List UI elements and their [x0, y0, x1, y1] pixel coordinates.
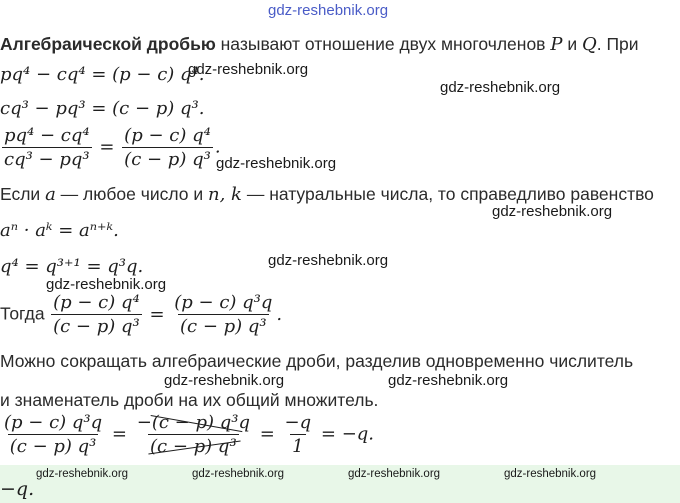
definition-line: [0, 34, 639, 55]
watermark-footer: gdz-reshebnik.org: [504, 468, 597, 480]
watermark: gdz-reshebnik.org: [268, 252, 389, 269]
q-rule: q⁴ = q³⁺¹ = q³q.: [0, 256, 144, 277]
result: = −q.: [320, 423, 375, 445]
condition-post: — натуральные числа, то справедливо равенство: [241, 184, 654, 204]
numerator: (p − c) q³q: [174, 292, 273, 313]
numerator: (p − c) q³q: [4, 412, 103, 433]
numerator: (p − c) q⁴: [124, 125, 211, 146]
fraction: [122, 125, 213, 170]
denominator: cq³ − pq³: [4, 149, 90, 170]
denominator: (c − p) q³: [180, 316, 267, 337]
answer: −q.: [0, 478, 35, 500]
fraction: [2, 125, 92, 170]
denominator: [148, 434, 239, 457]
equals-sign: =: [99, 136, 115, 158]
fraction-equation-1: [0, 125, 221, 170]
equals-sign: =: [111, 423, 127, 445]
numerator: (p − c) q⁴: [53, 292, 140, 313]
var-q: Q: [581, 34, 597, 55]
power-rule: aⁿ · aᵏ = aⁿ⁺ᵏ.: [0, 220, 119, 241]
equals-sign: =: [149, 303, 165, 325]
numerator: −(c − p) q³q: [136, 412, 250, 433]
denominator: (c − p) q³: [124, 149, 211, 170]
denominator: (c − p) q³: [9, 436, 97, 457]
fraction: [172, 292, 274, 337]
equation-2: cq³ − pq³ = (c − p) q³.: [0, 98, 205, 119]
watermark: gdz-reshebnik.org: [492, 203, 613, 220]
final-equation: [0, 412, 374, 457]
numerator: −q: [284, 412, 312, 433]
watermark: gdz-reshebnik.org: [188, 61, 309, 78]
period: .: [214, 136, 221, 158]
var-a: a: [45, 184, 56, 205]
watermark-footer: gdz-reshebnik.org: [36, 468, 129, 480]
condition-pre: Если: [0, 184, 46, 204]
watermark: gdz-reshebnik.org: [164, 372, 285, 389]
equation-1: pq⁴ − cq⁴ = (p − c) q⁴.: [0, 64, 205, 85]
cancelled-factor: (c − p) q³: [150, 436, 237, 457]
watermark: gdz-reshebnik.org: [388, 372, 509, 389]
cancelled-factor: (c − p) q³: [151, 412, 239, 433]
condition-line: [0, 184, 654, 205]
reduce-text-line-1: Можно сокращать алгебраические дроби, разделив одновременно числитель: [0, 351, 634, 371]
fraction: [283, 412, 314, 457]
equals-sign: =: [259, 423, 275, 445]
watermark: gdz-reshebnik.org: [440, 79, 561, 96]
numerator: pq⁴ − cq⁴: [4, 125, 90, 146]
then-word: Тогда: [0, 303, 45, 324]
definition-end: . При: [596, 34, 639, 54]
condition-mid: — любое число и: [55, 184, 209, 204]
fraction: [2, 412, 104, 457]
then-equation: [0, 292, 282, 337]
fraction: [51, 292, 142, 337]
watermark-footer: gdz-reshebnik.org: [192, 468, 285, 480]
var-p: P: [550, 34, 563, 55]
definition-text: называют отношение двух многочленов: [215, 34, 551, 54]
denominator: (c − p) q³: [53, 316, 140, 337]
watermark-top: gdz-reshebnik.org: [268, 2, 389, 19]
period: .: [276, 303, 283, 325]
watermark: gdz-reshebnik.org: [216, 155, 337, 172]
var-nk: n, k: [208, 184, 242, 205]
denominator: 1: [292, 436, 304, 457]
definition-term: Алгебраической дробью: [0, 34, 216, 54]
watermark: gdz-reshebnik.org: [46, 276, 167, 293]
watermark-footer: gdz-reshebnik.org: [348, 468, 441, 480]
reduce-text-line-2: и знаменатель дроби на их общий множитель.: [0, 390, 379, 410]
fraction-cancelled: [135, 412, 252, 457]
definition-and: и: [562, 34, 582, 54]
